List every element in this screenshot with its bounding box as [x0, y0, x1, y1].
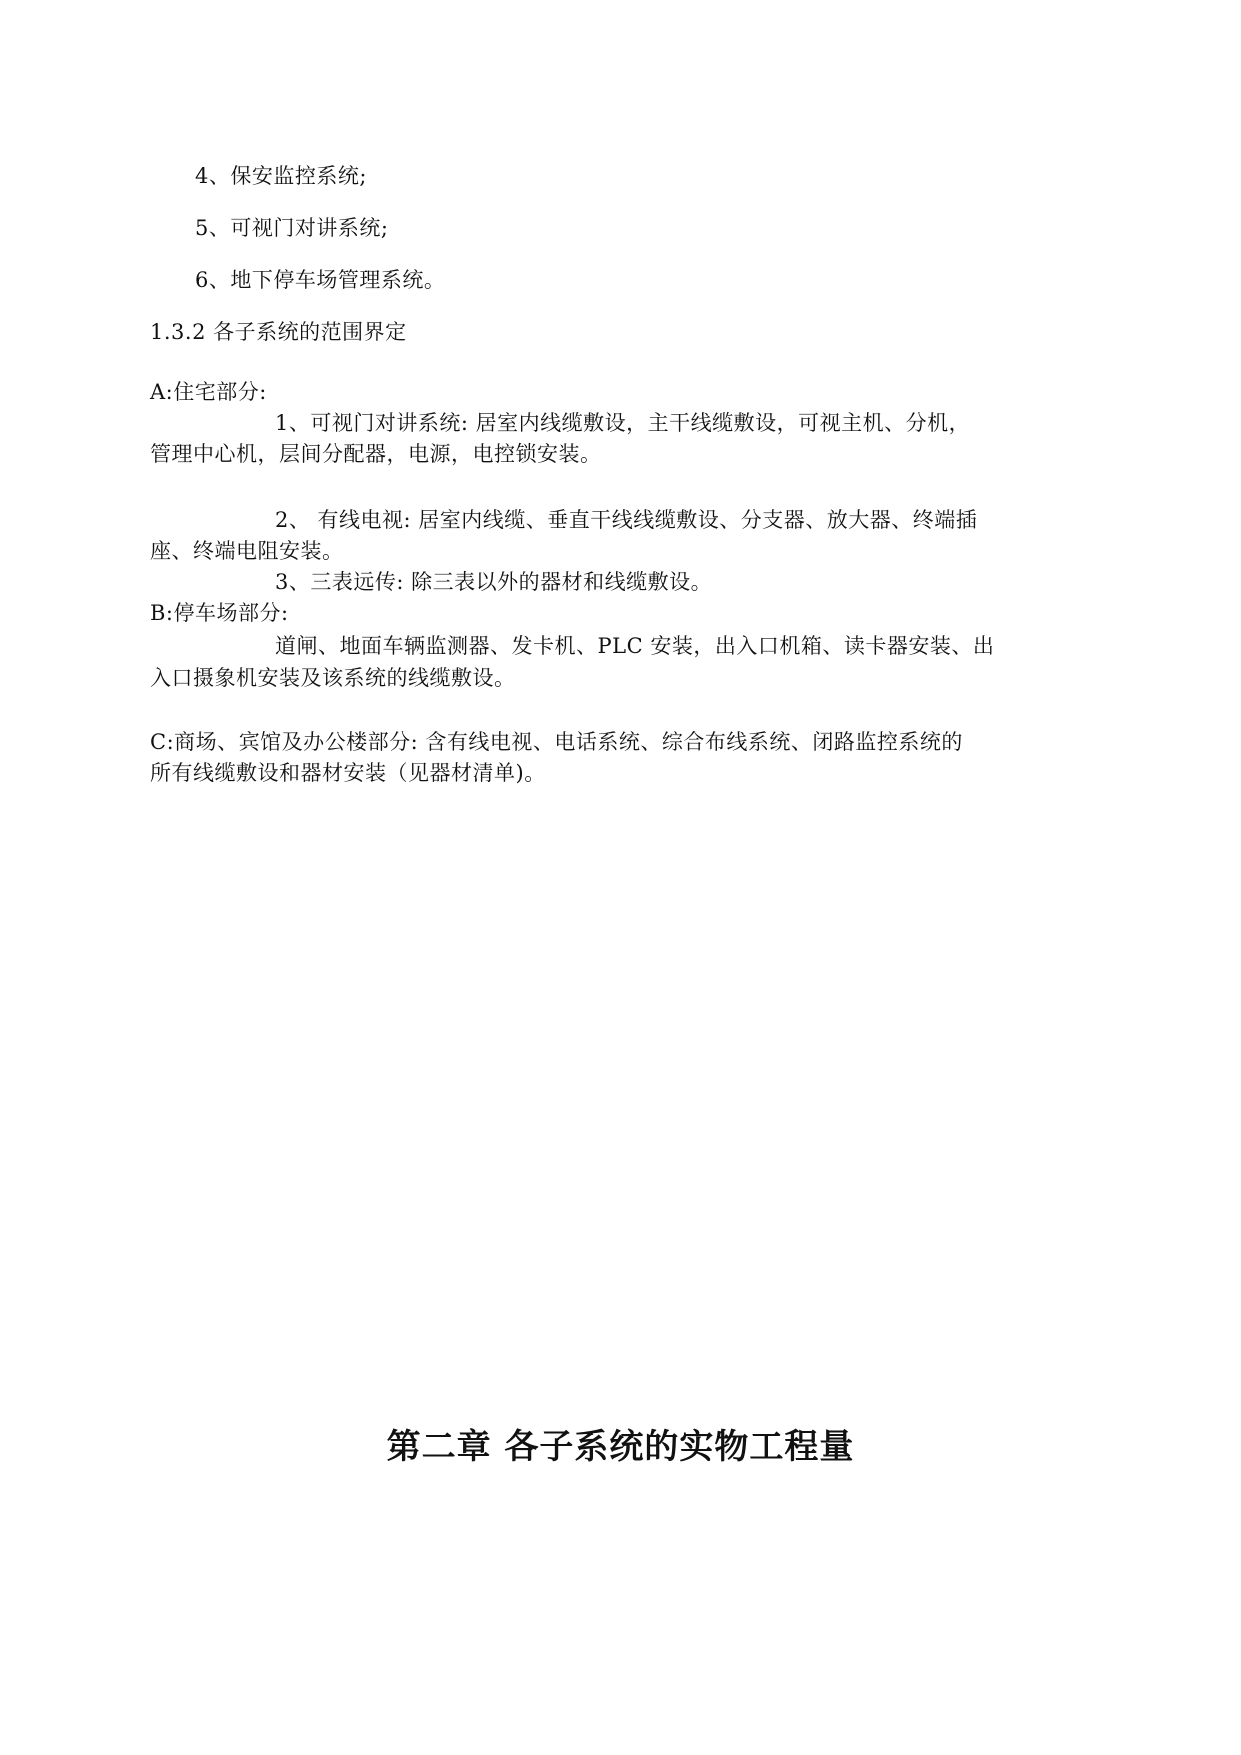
- part-b-heading: B:停车场部分:: [150, 601, 289, 625]
- part-a-item2-line2: 座、终端电阻安装。: [150, 539, 344, 563]
- part-a-item3-line1: 3、三表远传: 除三表以外的器材和线缆敷设。: [275, 570, 713, 594]
- part-a-item1-line2: 管理中心机，层间分配器，电源，电控锁安装。: [150, 442, 602, 466]
- chapter-title: 第二章 各子系统的实物工程量: [386, 1427, 855, 1467]
- list-item-6: 6、地下停车场管理系统。: [195, 268, 446, 292]
- part-a-heading: A:住宅部分:: [150, 380, 267, 404]
- part-c-line1: C:商场、宾馆及办公楼部分: 含有线电视、电话系统、综合布线系统、闭路监控系统的: [150, 730, 963, 754]
- section-heading: 1.3.2 各子系统的范围界定: [150, 320, 407, 344]
- list-item-4: 4、保安监控系统;: [195, 164, 367, 188]
- part-c-line2: 所有线缆敷设和器材安装（见器材清单)。: [150, 761, 546, 785]
- part-b-line1: 道闸、地面车辆监测器、发卡机、PLC 安装，出入口机箱、读卡器安装、出: [275, 634, 995, 658]
- part-a-item2-line1: 2、 有线电视: 居室内线缆、垂直干线线缆敷设、分支器、放大器、终端插: [275, 508, 978, 532]
- part-b-line2: 入口摄象机安装及该系统的线缆敷设。: [150, 666, 516, 690]
- list-item-5: 5、可视门对讲系统;: [195, 216, 389, 240]
- part-a-item1-line1: 1、可视门对讲系统: 居室内线缆敷设，主干线缆敷设，可视主机、分机，: [275, 411, 971, 435]
